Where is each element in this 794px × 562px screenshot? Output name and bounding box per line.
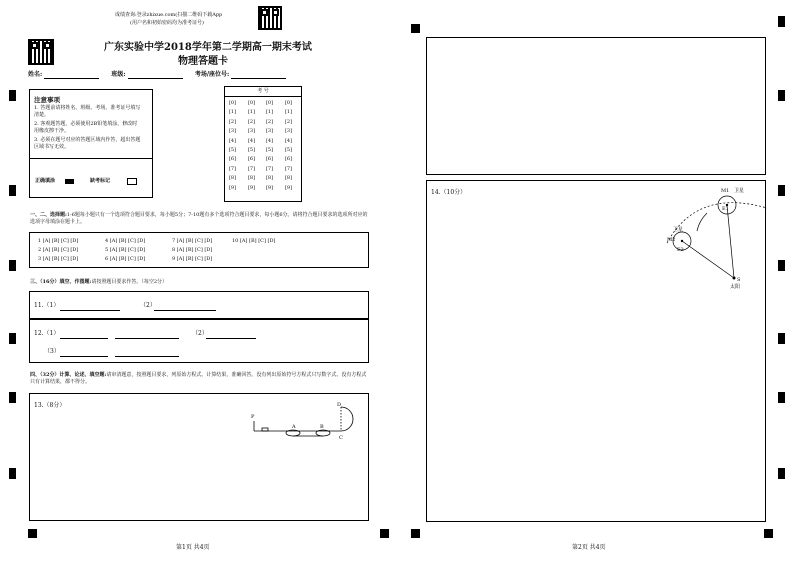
q14-label-m2: M2 bbox=[667, 237, 676, 243]
name-field[interactable] bbox=[44, 78, 99, 79]
class-field[interactable] bbox=[128, 78, 183, 79]
q14-label-e2: E2 bbox=[677, 247, 684, 253]
q12-answer-line-3[interactable] bbox=[60, 356, 108, 357]
choice-answer-box bbox=[29, 232, 369, 268]
page2-top-box bbox=[426, 37, 766, 175]
corner-mark bbox=[411, 529, 420, 538]
correct-fill-sample bbox=[65, 179, 74, 184]
answer-row[interactable]: 1 [A] [B] [C] [D] bbox=[38, 238, 79, 244]
q11-part2-label: （2） bbox=[140, 302, 156, 309]
answer-row[interactable]: 10 [A] [B] [C] [D] bbox=[232, 238, 276, 244]
q11-label: 11.（1） bbox=[34, 302, 60, 309]
section1-heading: 一、二、选择题: bbox=[30, 212, 67, 218]
name-label: 姓名: bbox=[28, 71, 43, 78]
class-label: 班级: bbox=[111, 71, 126, 78]
corner-mark bbox=[28, 529, 37, 538]
q12-answer-line-1b[interactable] bbox=[115, 338, 179, 339]
exam-id-column[interactable]: [0] [1] [2] [3] [4] [5] [6] [7] [8] [9] bbox=[284, 100, 293, 191]
q14-label-e1: E1 bbox=[722, 206, 729, 212]
q14-diagram bbox=[637, 183, 767, 293]
answer-row[interactable]: 9 [A] [B] [C] [D] bbox=[172, 256, 213, 262]
q11-answer-line-2[interactable] bbox=[154, 310, 216, 311]
alignment-mark bbox=[9, 468, 16, 479]
absent-mark-checkbox[interactable] bbox=[127, 178, 137, 185]
download-line2: (用户名和初始密码均为准考证号) bbox=[130, 20, 204, 26]
correct-fill-label: 正确填涂 bbox=[35, 178, 56, 184]
q14-box bbox=[426, 180, 766, 522]
answer-row[interactable]: 7 [A] [B] [C] [D] bbox=[172, 238, 213, 244]
corner-mark bbox=[411, 24, 420, 33]
q14-label-sun: 太阳 bbox=[730, 284, 741, 290]
q12-answer-line-1[interactable] bbox=[60, 338, 108, 339]
download-line1: 成绩查询:登录zhixue.com(扫描二维码下载App bbox=[115, 12, 223, 18]
corner-mark bbox=[380, 529, 389, 538]
answer-row[interactable]: 2 [A] [B] [C] [D] bbox=[38, 247, 79, 253]
q13-label-b: B bbox=[320, 424, 324, 430]
q14-label-m1: M1 bbox=[721, 188, 730, 194]
q11-answer-line-1[interactable] bbox=[60, 310, 120, 311]
q13-label-a: A bbox=[292, 424, 296, 430]
room-field[interactable] bbox=[231, 78, 286, 79]
page-subtitle: 物理答题卡 bbox=[178, 56, 228, 67]
q13-label-d: D bbox=[337, 402, 342, 408]
notice-heading: 注意事项 bbox=[34, 96, 60, 104]
q13-box bbox=[29, 393, 369, 521]
room-label: 考场/座位号: bbox=[194, 71, 230, 78]
section3-instructions: 三、（16分）填空、作图题:请按照题目要求作答。（每空2分） bbox=[30, 279, 167, 285]
exam-id-column[interactable]: [0] [1] [2] [3] [4] [5] [6] [7] [8] [9] bbox=[247, 100, 256, 191]
q14-label-satellite-2: 卫星 bbox=[673, 227, 684, 233]
alignment-mark bbox=[9, 333, 16, 344]
alignment-mark bbox=[9, 90, 16, 101]
q14-label-satellite-1: 卫星 bbox=[734, 188, 745, 194]
answer-row[interactable]: 8 [A] [B] [C] [D] bbox=[172, 247, 213, 253]
q12-part2-label: （2） bbox=[192, 330, 208, 337]
section4-heading: 四、（32分）计算、论述、填空题: bbox=[30, 372, 107, 378]
alignment-mark bbox=[778, 260, 785, 271]
q12-answer-line-3b[interactable] bbox=[115, 356, 179, 357]
exam-id-label: 考 号 bbox=[257, 88, 269, 94]
corner-mark bbox=[764, 529, 773, 538]
notice-item-2: 2. 客观题答题，必须使用2B铅笔填涂，修改时用橡皮擦干净。 bbox=[34, 121, 138, 134]
q13-label: 13.（8分） bbox=[34, 402, 66, 409]
q12-box bbox=[29, 319, 369, 363]
answer-row[interactable]: 6 [A] [B] [C] [D] bbox=[105, 256, 146, 262]
answer-row[interactable]: 3 [A] [B] [C] [D] bbox=[38, 256, 79, 262]
q12-answer-line-2[interactable] bbox=[206, 338, 256, 339]
section4-instructions: 四、（32分）计算、论述、填空题:请审清题意，按照题目要求，列原始方程式、计算结果，准确回答。没有列出原始符号方程式只写数字式、没有方程式只有计算结果，都不得分。 bbox=[30, 372, 367, 385]
exam-id-column[interactable]: [0] [1] [2] [3] [4] [5] [6] [7] [8] [9] bbox=[228, 100, 237, 191]
notice-box bbox=[29, 89, 153, 198]
q14-label-s: S bbox=[737, 277, 741, 283]
page-title: 广东实验中学2018学年第二学期高一期末考试 bbox=[104, 42, 312, 53]
page1-footer: 第1页 共4页 bbox=[176, 544, 210, 551]
q14-label: 14.（10分） bbox=[431, 189, 467, 196]
q12-label: 12.（1） bbox=[34, 330, 60, 337]
q12-part3-label: （3） bbox=[44, 348, 60, 355]
alignment-mark bbox=[778, 392, 785, 403]
page2-footer: 第2页 共4页 bbox=[572, 544, 606, 551]
alignment-mark bbox=[778, 185, 785, 196]
section1-instructions: 一、二、选择题:1-6题每小题只有一个选项符合题目要求，每小题5分；7-10题有多个选项符合题目要求，每小题6分。请将符合题目要求的选项所对应的选项字母填涂在题卡上。 bbox=[30, 212, 368, 225]
alignment-mark bbox=[778, 90, 785, 101]
alignment-mark bbox=[9, 185, 16, 196]
q13-label-c: C bbox=[339, 435, 343, 441]
q13-label-p: P bbox=[251, 414, 255, 420]
answer-row[interactable]: 5 [A] [B] [C] [D] bbox=[105, 247, 146, 253]
q11-box bbox=[29, 291, 369, 319]
info-row bbox=[28, 71, 368, 79]
notice-item-3: 3. 必须在题号对应的答题区域内作答，超出答题区域书写无效。 bbox=[34, 137, 141, 150]
notice-item-1: 1. 答题前请将姓名、班级、考场、准考证号填写清楚。 bbox=[34, 105, 141, 118]
exam-id-grid bbox=[224, 86, 302, 202]
answer-row[interactable]: 4 [A] [B] [C] [D] bbox=[105, 238, 146, 244]
alignment-mark bbox=[778, 333, 785, 344]
alignment-mark bbox=[9, 260, 16, 271]
section3-heading: 三、（16分）填空、作图题: bbox=[30, 279, 92, 285]
q13-diagram bbox=[248, 398, 378, 448]
exam-id-column[interactable]: [0] [1] [2] [3] [4] [5] [6] [7] [8] [9] bbox=[265, 100, 274, 191]
qr-code-left bbox=[28, 39, 54, 65]
alignment-mark bbox=[9, 392, 16, 403]
alignment-mark bbox=[778, 16, 785, 27]
absent-mark-label: 缺考标记 bbox=[90, 178, 111, 184]
alignment-mark bbox=[778, 468, 785, 479]
